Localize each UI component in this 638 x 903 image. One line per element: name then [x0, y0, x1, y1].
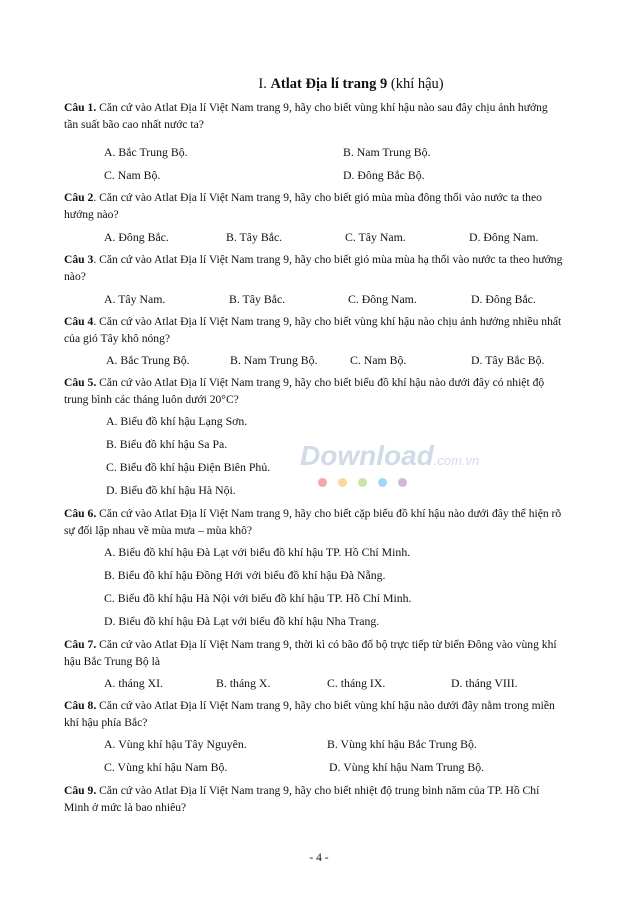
- option-d: D. Đông Nam.: [469, 230, 539, 244]
- question-text: Căn cứ vào Atlat Địa lí Việt Nam trang 9, thời kì có bão đổ bộ trực tiếp từ biển Đông vào vùng khí hậu Bắc Trung Bộ là: [64, 638, 557, 668]
- question-6: [64, 505, 564, 539]
- option-a: A. Đông Bắc.: [104, 230, 169, 244]
- option-d: D. Biểu đồ khí hậu Hà Nội.: [106, 483, 236, 497]
- question-text: Căn cứ vào Atlat Địa lí Việt Nam trang 9, hãy cho biết vùng khí hậu nào sau đây chịu ảnh hưởng tần suất bão cao nhất nước ta?: [64, 101, 548, 131]
- watermark-dot: [358, 478, 367, 487]
- option-b: B. Biểu đồ khí hậu Đồng Hới với biểu đồ khí hậu Đà Nẵng.: [104, 568, 386, 582]
- question-1: [64, 99, 564, 133]
- option-d: D. Đông Bắc.: [471, 292, 536, 306]
- option-d: D. Đông Bắc Bộ.: [343, 168, 425, 182]
- option-c: C. tháng IX.: [327, 676, 386, 690]
- option-c: C. Nam Bộ.: [350, 353, 407, 367]
- watermark-dots: [318, 474, 414, 492]
- title-suffix: (khí hậu): [387, 76, 444, 92]
- question-number: Câu 3: [64, 253, 94, 266]
- title-prefix: I.: [258, 76, 271, 92]
- question-number: Câu 9.: [64, 784, 97, 797]
- option-c: C. Nam Bộ.: [104, 168, 161, 182]
- question-number: Câu 1.: [64, 101, 97, 114]
- option-a: A. Bắc Trung Bộ.: [106, 353, 190, 367]
- option-a: A. Biểu đồ khí hậu Lạng Sơn.: [106, 414, 248, 428]
- option-d: D. Tây Bắc Bộ.: [471, 353, 545, 367]
- watermark-text: Download: [300, 440, 434, 471]
- watermark-dot: [318, 478, 327, 487]
- question-5: [64, 374, 564, 408]
- watermark-suffix: .com.vn: [433, 453, 480, 468]
- option-b: B. Biểu đồ khí hậu Sa Pa.: [106, 437, 228, 451]
- option-d: D. Biểu đồ khí hậu Đà Lạt với biểu đồ khí hậu Nha Trang.: [104, 614, 380, 628]
- question-text: . Căn cứ vào Atlat Địa lí Việt Nam trang 9, hãy cho biết gió mùa mùa đông thổi vào nước ta theo hướng nào?: [64, 191, 542, 221]
- option-a: A. tháng XI.: [104, 676, 163, 690]
- question-4: [64, 313, 564, 347]
- option-c: C. Vùng khí hậu Nam Bộ.: [104, 760, 228, 774]
- title-bold: Atlat Địa lí trang 9: [270, 76, 388, 92]
- question-text: . Căn cứ vào Atlat Địa lí Việt Nam trang 9, hãy cho biết vùng khí hậu nào chịu ảnh hưởng nhiều nhất của gió Tây khô nóng?: [64, 315, 562, 345]
- question-number: Câu 4: [64, 315, 94, 328]
- question-number: Câu 6.: [64, 507, 97, 520]
- question-number: Câu 8.: [64, 699, 97, 712]
- watermark-dot: [398, 478, 407, 487]
- option-c: C. Đông Nam.: [348, 292, 417, 306]
- option-c: C. Biểu đồ khí hậu Hà Nội với biểu đồ khí hậu TP. Hồ Chí Minh.: [104, 591, 412, 605]
- option-b: B. Tây Bắc.: [229, 292, 286, 306]
- question-text: Căn cứ vào Atlat Địa lí Việt Nam trang 9, hãy cho biết nhiệt độ trung bình năm của TP. Hồ Chí Minh ở mức là bao nhiêu?: [64, 784, 540, 814]
- question-3: [64, 251, 564, 285]
- question-text: Căn cứ vào Atlat Địa lí Việt Nam trang 9, hãy cho biết vùng khí hậu nào dưới đây nằm trong miền khí hậu phía Bắc?: [64, 699, 555, 729]
- page-number: - 4 -: [309, 852, 329, 864]
- question-7: [64, 636, 564, 670]
- option-a: A. Bắc Trung Bộ.: [104, 145, 188, 159]
- option-b: B. Nam Trung Bộ.: [343, 145, 431, 159]
- option-a: A. Biểu đồ khí hậu Đà Lạt với biểu đồ khí hậu TP. Hồ Chí Minh.: [104, 545, 411, 559]
- option-d: D. tháng VIII.: [451, 676, 518, 690]
- option-a: A. Tây Nam.: [104, 292, 166, 306]
- option-c: C. Biểu đồ khí hậu Điện Biên Phủ.: [106, 460, 271, 474]
- question-number: Câu 2: [64, 191, 94, 204]
- option-b: B. Nam Trung Bộ.: [230, 353, 318, 367]
- question-9: [64, 782, 564, 816]
- watermark-dot: [338, 478, 347, 487]
- question-8: [64, 697, 564, 731]
- option-b: B. Tây Bắc.: [226, 230, 283, 244]
- option-c: C. Tây Nam.: [345, 230, 406, 244]
- option-b: B. tháng X.: [216, 676, 271, 690]
- question-number: Câu 5.: [64, 376, 97, 389]
- watermark-dot: [378, 478, 387, 487]
- option-d: D. Vùng khí hậu Nam Trung Bộ.: [329, 760, 485, 774]
- section-title: [0, 76, 638, 93]
- question-number: Câu 7.: [64, 638, 97, 651]
- option-a: A. Vùng khí hậu Tây Nguyên.: [104, 737, 247, 751]
- question-2: [64, 189, 564, 223]
- option-b: B. Vùng khí hậu Bắc Trung Bộ.: [327, 737, 477, 751]
- question-text: Căn cứ vào Atlat Địa lí Việt Nam trang 9, hãy cho biết biểu đồ khí hậu nào dưới đây có nhiệt độ trung bình các tháng luôn dưới 20°C?: [64, 376, 545, 406]
- question-text: . Căn cứ vào Atlat Địa lí Việt Nam trang 9, hãy cho biết gió mùa mùa hạ thổi vào nước ta theo hướng nào?: [64, 253, 563, 283]
- watermark-logo: [300, 440, 479, 472]
- question-text: Căn cứ vào Atlat Địa lí Việt Nam trang 9, hãy cho biết cặp biểu đồ khí hậu nào dưới đây thể hiện rõ sự đối lập nhau về mùa mưa – mùa khô?: [64, 507, 562, 537]
